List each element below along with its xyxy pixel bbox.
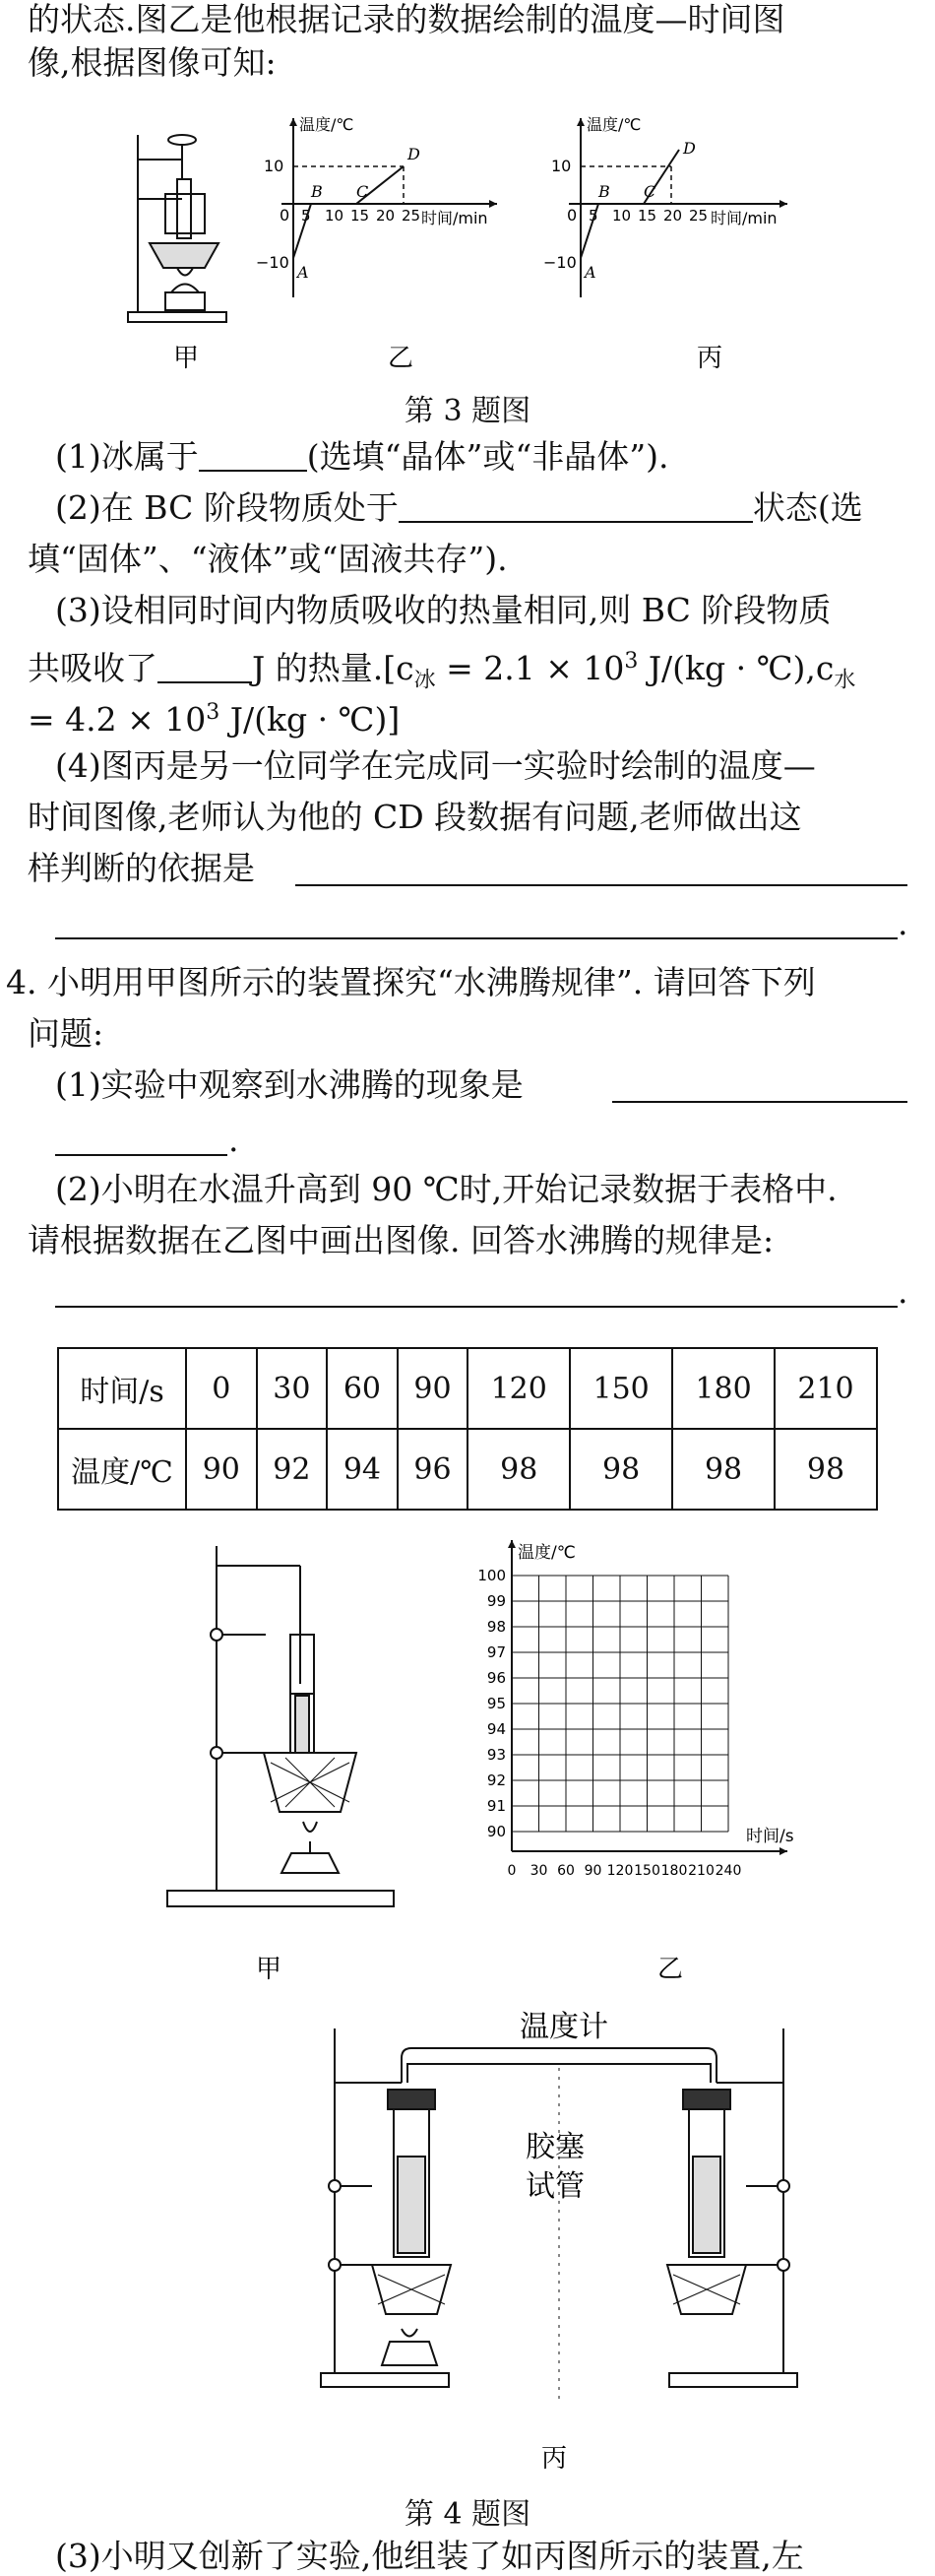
fig3-yi-xt20: 20 <box>376 207 396 225</box>
fig3-yi-ym10: −10 <box>256 253 289 272</box>
fig4-grid-xlabel: 时间/s <box>746 1827 794 1846</box>
table-cell: 96 <box>398 1429 468 1510</box>
table-header-time: 时间/s <box>58 1348 186 1429</box>
fig4-label-jia: 甲 <box>256 1955 282 1984</box>
fig3-label-jia: 甲 <box>173 344 200 373</box>
fig3-bing-D: D <box>683 139 696 158</box>
q3-part1 <box>55 437 668 477</box>
q3-part3-blank[interactable] <box>157 652 252 683</box>
grid-y-tick-label: 95 <box>486 1695 506 1712</box>
q3-part3: (3)设相同时间内物质吸收的热量相同,则 BC 阶段物质 <box>55 591 832 629</box>
table-cell: 30 <box>257 1348 328 1429</box>
fig3-yi-ylabel: 温度/℃ <box>299 115 354 134</box>
p4-part3: (3)小明又创新了实验,他组装了如丙图所示的装置,左 <box>55 2537 804 2575</box>
fig3-bing-y0: 0 <box>567 206 578 225</box>
q3-part4-text: 样判断的依据是 <box>28 849 255 887</box>
fig4-grid-ylabel: 温度/℃ <box>518 1543 576 1563</box>
fig3-bing-C: C <box>644 182 656 201</box>
q3-part2-blank[interactable] <box>399 491 753 523</box>
q3-part1-text: (1)冰属于 <box>55 437 199 476</box>
q3-part3-cont2 <box>28 693 400 740</box>
p4-part2-period: . <box>898 1272 908 1311</box>
q3-part3-formula-3: J/(kg · ℃),c <box>638 649 835 687</box>
grid-x-tick-label: 240 <box>715 1863 742 1879</box>
fig4-label-yi: 乙 <box>657 1955 684 1984</box>
grid-x-tick-label: 150 <box>634 1863 660 1879</box>
fig3-label-yi: 乙 <box>388 344 414 373</box>
fig3-bing-xt5: 5 <box>589 207 598 225</box>
table-row-temp <box>58 1429 877 1510</box>
p4-part1-blank-2[interactable] <box>55 1154 227 1156</box>
q3-part3-sub-ice: 冰 <box>413 668 436 693</box>
grid-y-tick-label: 96 <box>486 1669 506 1687</box>
table-cell: 98 <box>570 1429 672 1510</box>
grid-x-tick-label: 210 <box>688 1863 715 1879</box>
q3-part2-cont: 填“固体”、“液体”或“固液共存”). <box>28 540 508 578</box>
table-row-time <box>58 1348 877 1429</box>
q3-part1-blank[interactable] <box>199 440 307 472</box>
fig3-yi-xt25: 25 <box>402 207 421 225</box>
q3-part3-formula: J 的热量.[c <box>252 649 414 687</box>
grid-x-tick-label: 120 <box>606 1863 634 1879</box>
fig3-yi-xt5: 5 <box>301 207 311 225</box>
grid-y-tick-label: 91 <box>486 1797 506 1815</box>
p4-part1-period: . <box>228 1121 239 1159</box>
table-cell: 94 <box>327 1429 398 1510</box>
grid-x-tick-label: 0 <box>507 1863 517 1879</box>
fig3-bing-xt10: 10 <box>612 207 632 225</box>
fig3-yi-D: D <box>407 145 420 163</box>
q3-part3-sup: 3 <box>624 649 639 674</box>
fig4-label-thermometer: 温度计 <box>520 2010 608 2044</box>
q3-part4-blank-1[interactable] <box>295 884 907 886</box>
table-cell: 60 <box>327 1348 398 1429</box>
data-table <box>57 1347 878 1511</box>
fig3-graph-bing <box>543 115 787 297</box>
figure-4-bing <box>313 2009 805 2481</box>
grid-y-tick-label: 90 <box>486 1823 506 1840</box>
p4-part1: (1)实验中观察到水沸腾的现象是 <box>55 1065 524 1104</box>
fig4-apparatus-jia <box>167 1546 394 1906</box>
table-cell: 98 <box>672 1429 775 1510</box>
fig3-bing-xt25: 25 <box>689 207 709 225</box>
q3-part3-formula-2: = 2.1 × 10 <box>435 649 625 687</box>
grid-y-tick-label: 99 <box>486 1592 506 1610</box>
q3-part3-text: 共吸收了 <box>28 649 157 687</box>
fig4-caption: 第 4 题图 <box>404 2497 531 2532</box>
fig3-bing-y10: 10 <box>551 157 572 175</box>
q3-part4-cont2 <box>28 849 255 888</box>
fig3-bing-ym10: −10 <box>543 253 577 272</box>
table-cell: 90 <box>186 1429 257 1510</box>
fig3-apparatus-jia <box>128 135 226 322</box>
table-cell: 98 <box>468 1429 570 1510</box>
fig3-yi-B: B <box>311 182 323 201</box>
p4-part1-blank-1[interactable] <box>612 1101 907 1103</box>
table-cell: 210 <box>775 1348 877 1429</box>
fig3-bing-A: A <box>585 263 596 282</box>
p4-part2-cont: 请根据数据在乙图中画出图像. 回答水沸腾的规律是: <box>28 1221 775 1259</box>
grid-y-tick-label: 92 <box>486 1771 506 1789</box>
fig4-label-tube: 试管 <box>526 2169 585 2204</box>
grid-x-tick-label: 30 <box>530 1863 548 1879</box>
table-cell: 120 <box>468 1348 570 1429</box>
fig4-grid-yi <box>477 1540 793 1879</box>
q3-part2-text-b: 状态(选 <box>752 488 863 527</box>
q3-part4-period: . <box>898 904 908 942</box>
fig3-yi-xt15: 15 <box>350 207 370 225</box>
grid-x-tick-label: 180 <box>660 1863 688 1879</box>
text-line-1: 的状态.图乙是他根据记录的数据绘制的温度—时间图 <box>28 0 785 38</box>
fig3-yi-y0: 0 <box>280 206 290 225</box>
fig3-bing-xt20: 20 <box>663 207 683 225</box>
q3-part3-sup-2: 3 <box>206 700 220 725</box>
q3-part1-text-b: (选填“晶体”或“非晶体”). <box>306 437 669 476</box>
q3-part4: (4)图丙是另一位同学在完成同一实验时绘制的温度— <box>55 746 816 785</box>
q3-part2 <box>55 488 863 528</box>
q3-part4-blank-2[interactable] <box>55 937 898 939</box>
fig3-yi-A: A <box>297 263 309 282</box>
fig4-gridlines <box>512 1576 728 1832</box>
grid-y-tick-label: 93 <box>486 1746 506 1764</box>
fig3-yi-xlabel: 时间/min <box>421 209 488 227</box>
p4-part2-blank[interactable] <box>55 1306 898 1308</box>
p4-part2: (2)小明在水温升高到 90 ℃时,开始记录数据于表格中. <box>55 1170 838 1208</box>
figure-3 <box>108 110 846 381</box>
fig3-bing-xlabel: 时间/min <box>711 209 778 227</box>
table-cell: 98 <box>775 1429 877 1510</box>
q3-part4-cont: 时间图像,老师认为他的 CD 段数据有问题,老师做出这 <box>28 798 802 836</box>
q3-part3-formula-4: = 4.2 × 10 <box>28 700 207 739</box>
fig3-caption: 第 3 题图 <box>404 394 531 428</box>
grid-y-tick-label: 97 <box>486 1643 506 1661</box>
fig4-label-stopper: 胶塞 <box>526 2130 585 2164</box>
q3-part3-sub-water: 水 <box>834 668 856 693</box>
fig3-bing-B: B <box>598 182 610 201</box>
table-cell: 180 <box>672 1348 775 1429</box>
fig3-graph-yi <box>256 115 497 297</box>
q3-part2-text: (2)在 BC 阶段物质处于 <box>55 488 399 527</box>
q3-part3-cont <box>28 642 855 701</box>
fig3-bing-xt15: 15 <box>638 207 657 225</box>
p4-stem: 4. 小明用甲图所示的装置探究“水沸腾规律”. 请回答下列 <box>6 963 816 1001</box>
q3-part3-formula-5: J/(kg · ℃)] <box>219 700 401 739</box>
fig3-yi-C: C <box>356 182 369 201</box>
grid-y-tick-label: 98 <box>486 1618 506 1636</box>
fig3-yi-y10: 10 <box>264 157 284 175</box>
table-cell: 92 <box>257 1429 328 1510</box>
text-line-2: 像,根据图像可知: <box>28 43 277 82</box>
grid-x-tick-label: 90 <box>584 1863 602 1879</box>
grid-y-tick-label: 100 <box>477 1567 506 1584</box>
table-cell: 90 <box>398 1348 468 1429</box>
fig4-apparatus-bing <box>321 2029 797 2403</box>
grid-x-tick-label: 60 <box>557 1863 575 1879</box>
table-cell: 0 <box>186 1348 257 1429</box>
fig3-yi-xt10: 10 <box>325 207 344 225</box>
fig3-bing-ylabel: 温度/℃ <box>587 115 642 134</box>
figure-4-top <box>148 1536 817 1999</box>
table-cell: 150 <box>570 1348 672 1429</box>
grid-y-tick-label: 94 <box>486 1720 506 1738</box>
fig3-label-bing: 丙 <box>697 344 723 373</box>
fig4-label-bing: 丙 <box>541 2444 568 2474</box>
table-header-temp: 温度/℃ <box>58 1429 186 1510</box>
p4-stem-cont: 问题: <box>28 1014 104 1053</box>
